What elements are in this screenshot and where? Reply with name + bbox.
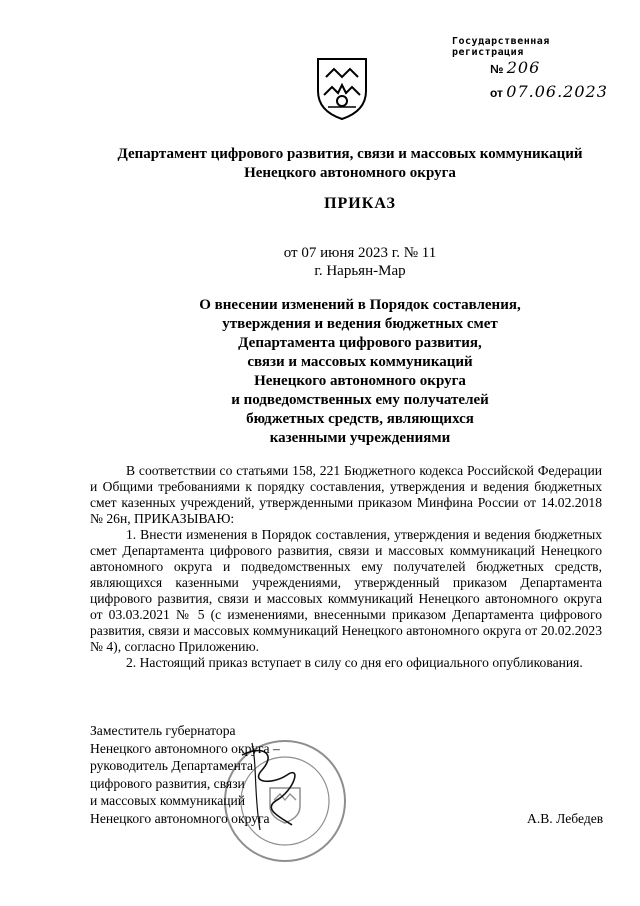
coat-of-arms-icon — [314, 55, 370, 121]
department-line: Департамент цифрового развития, связи и массовых коммуникаций — [117, 146, 583, 162]
body-preamble: В соответствии со статьями 158, 221 Бюджетного кодекса Российской Федерации и Общими требованиями к порядку составления, утверждения и ведения бюджетных смет казенных учреждений, утвержденными приказом Минфина России от 14.02.2018 № 26н, ПРИКАЗЫВАЮ: — [90, 463, 602, 526]
registration-number-value: 206 — [506, 58, 541, 77]
order-subject — [0, 296, 640, 448]
subject-line: Департамента цифрового развития, — [238, 335, 482, 351]
order-meta — [0, 244, 640, 280]
order-title: ПРИКАЗ — [324, 195, 396, 212]
subject-line: Ненецкого автономного округа — [254, 373, 466, 389]
signatory-line: Ненецкого автономного округа — [90, 810, 270, 826]
signatory-line: руководитель Департамента — [90, 758, 253, 773]
registration-date-prefix: от — [490, 86, 503, 100]
signatory-line: Ненецкого автономного округа – — [90, 740, 280, 756]
subject-line: казенными учреждениями — [269, 430, 451, 446]
department-line: Ненецкого автономного округа — [244, 165, 456, 181]
registration-stamp-header: Государственная регистрация — [452, 36, 550, 58]
body-item-1: 1. Внести изменения в Порядок составления, утверждения и ведения бюджетных смет Департамента цифрового развития, связи и массовых коммуникаций Ненецкого автономного округа и подведомственных ему получателей бюджетных средств, являющихся казенными учреждениями, утвержденный приказом Департамента цифрового развития, связи и массовых коммуникаций Ненецкого автономного округа от 03.03.2021 № 5 (с изменениями, внесенными приказом Департамента цифрового развития, связи и массовых коммуникаций Ненецкого автономного округа от 20.02.2023 № 4), согласно Приложению. — [90, 527, 602, 654]
registration-date — [490, 82, 608, 101]
signatory-line: Заместитель губернатора — [90, 723, 236, 738]
registration-number — [490, 58, 540, 77]
subject-line: утверждения и ведения бюджетных смет — [222, 316, 498, 332]
signatory-name: А.В. Лебедев — [527, 811, 604, 826]
signatory-title — [90, 722, 280, 827]
body-item-2: 2. Настоящий приказ вступает в силу со дня его официального опубликования. — [126, 655, 583, 670]
order-body — [90, 463, 602, 671]
subject-line: бюджетных средств, являющихся — [246, 411, 474, 427]
registration-number-prefix: № — [490, 62, 504, 76]
subject-line: О внесении изменений в Порядок составления, — [199, 297, 521, 313]
registration-date-value: 07.06.2023 — [506, 82, 608, 101]
subject-line: и подведомственных ему получателей — [231, 392, 489, 408]
order-date-line: от 07 июня 2023 г. № 11 — [283, 245, 437, 261]
signatory-line: и массовых коммуникаций — [90, 793, 246, 808]
department-name — [60, 145, 640, 183]
order-place: г. Нарьян-Мар — [314, 263, 406, 279]
subject-line: связи и массовых коммуникаций — [247, 354, 473, 370]
signatory-line: цифрового развития, связи — [90, 775, 245, 791]
